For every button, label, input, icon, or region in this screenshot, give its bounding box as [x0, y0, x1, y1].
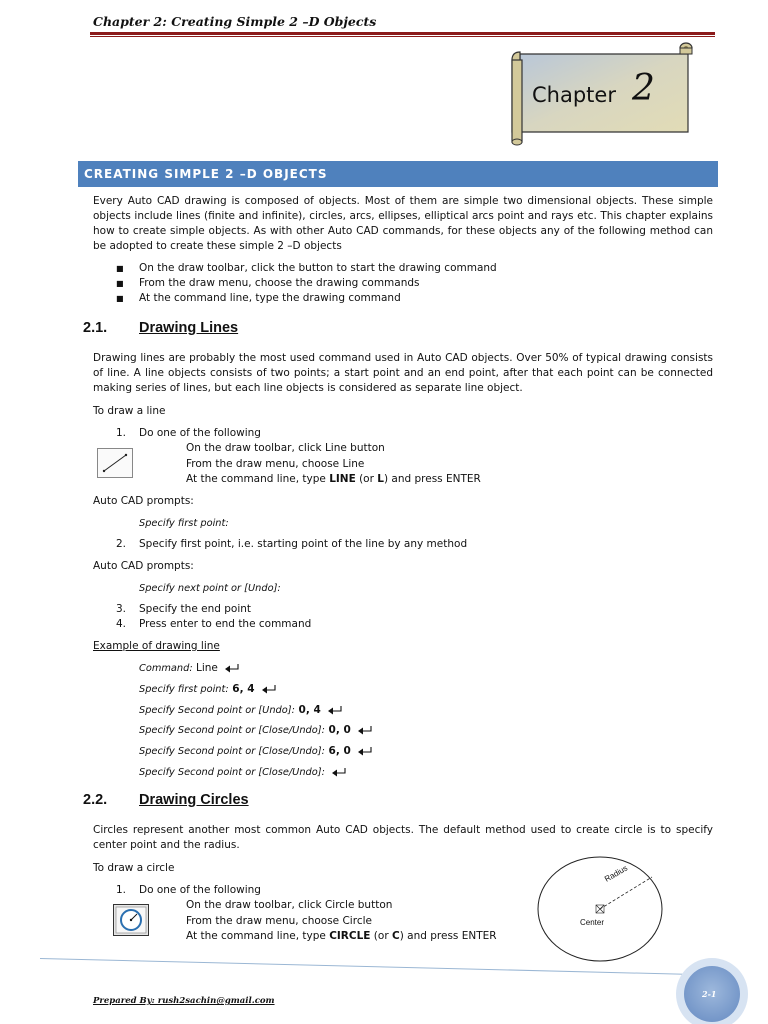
intro-paragraph: Every Auto CAD drawing is composed of objects. Most of them are simple two dimensional objects. These simple objects include lines (finite and infinite), circles, arcs, ellipses, elliptical arcs point and rays etc. This chapter explains how to create simple objects. As with other Auto CAD commands, for these objects any of the following method can be adopted to create these simple 2 –D objects	[93, 195, 713, 252]
to-draw-circle: To draw a circle	[93, 862, 175, 874]
intro-bullet: On the draw toolbar, click the button to start the drawing command	[139, 262, 497, 274]
enter-key-icon	[357, 746, 373, 756]
header-rule-thin	[90, 36, 715, 37]
center-label: Center	[580, 918, 605, 927]
bullet-marker: ■	[116, 264, 124, 273]
example-line: Specify Second point or [Close/Undo]: 6, 0	[139, 744, 373, 759]
lines-paragraph: Drawing lines are probably the most used command used in Auto CAD objects. Over 50% of typical drawing consists of line. A line objects consists of two points; a start point and an end point, after that each point can be connected making series of lines, but each line objects is considered as separate line object.	[93, 352, 713, 394]
step-number: 1.	[116, 427, 127, 439]
step-number: 1.	[116, 884, 127, 896]
prompts-label: Auto CAD prompts:	[93, 495, 194, 507]
enter-key-icon	[327, 705, 343, 715]
option-text: On the draw toolbar, click Circle button	[186, 899, 393, 911]
section-heading: Drawing Circles	[139, 792, 249, 808]
bullet-marker: ■	[116, 279, 124, 288]
section-number: 2.2.	[83, 792, 108, 808]
intro-bullet: At the command line, type the drawing command	[139, 292, 401, 304]
section-title-bar	[78, 161, 718, 187]
prompt-text: Specify first point:	[139, 518, 229, 529]
example-line: Specify first point: 6, 4	[139, 682, 277, 697]
header-rule	[90, 32, 715, 35]
enter-key-icon	[224, 663, 240, 673]
page-number-badge	[672, 950, 768, 1024]
prompt-text: Specify next point or [Undo]:	[139, 583, 281, 594]
step-text: Specify first point, i.e. starting point of the line by any method	[139, 538, 468, 550]
section-number: 2.1.	[83, 320, 108, 336]
page-number: 2-1	[702, 989, 717, 999]
footer-prepared-by: Prepared By: rush2sachin@gmail.com	[93, 996, 275, 1006]
intro-bullet: From the draw menu, choose the drawing commands	[139, 277, 420, 289]
chapter-number: 2	[632, 68, 655, 109]
option-text: At the command line, type CIRCLE (or C) and press ENTER	[186, 930, 497, 942]
example-line: Specify Second point or [Undo]: 0, 4	[139, 703, 343, 718]
circles-paragraph: Circles represent another most common Auto CAD objects. The default method used to create circle is to specify center point and the radius.	[93, 824, 713, 851]
step-text: Do one of the following	[139, 427, 261, 439]
section-title: CREATING SIMPLE 2 –D OBJECTS	[84, 167, 328, 181]
running-header: Chapter 2: Creating Simple 2 –D Objects	[93, 14, 377, 29]
step-text: Do one of the following	[139, 884, 261, 896]
chapter-label: Chapter	[532, 83, 616, 107]
example-title: Example of drawing line	[93, 640, 220, 652]
enter-key-icon	[261, 684, 277, 694]
bullet-marker: ■	[116, 294, 124, 303]
line-tool-icon	[97, 448, 133, 478]
enter-key-icon	[331, 767, 347, 777]
circle-tool-icon	[113, 904, 149, 936]
example-line: Command: Line	[139, 661, 240, 676]
enter-key-icon	[357, 725, 373, 735]
option-text: From the draw menu, choose Circle	[186, 915, 372, 927]
step-number: 3.	[116, 603, 127, 615]
option-text: On the draw toolbar, click Line button	[186, 442, 385, 454]
option-text: From the draw menu, choose Line	[186, 458, 365, 470]
example-line: Specify Second point or [Close/Undo]: 0, 0	[139, 723, 373, 738]
step-number: 4.	[116, 618, 127, 630]
step-number: 2.	[116, 538, 127, 550]
step-text: Specify the end point	[139, 603, 252, 615]
section-heading: Drawing Lines	[139, 320, 239, 336]
example-line: Specify Second point or [Close/Undo]:	[139, 765, 347, 780]
radius-label: Radius	[603, 863, 630, 884]
option-text: At the command line, type LINE (or L) and press ENTER	[186, 473, 481, 485]
to-draw-line: To draw a line	[93, 405, 166, 417]
step-text: Press enter to end the command	[139, 618, 312, 630]
prompts-label: Auto CAD prompts:	[93, 560, 194, 572]
circle-radius-diagram	[536, 855, 666, 965]
